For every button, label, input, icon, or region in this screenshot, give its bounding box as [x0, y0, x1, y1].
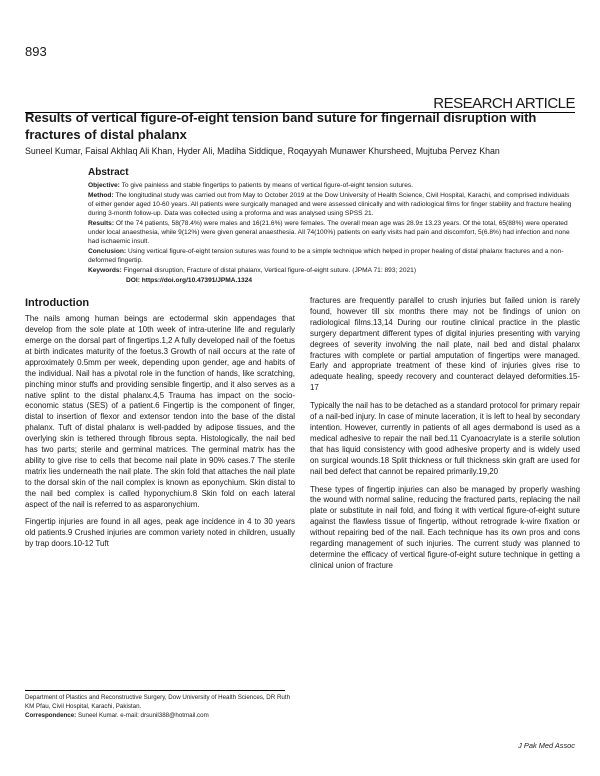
conclusion-label: Conclusion:	[88, 247, 127, 255]
correspondence-line	[25, 712, 295, 721]
body-paragraph: The nails among human beings are ectodermal skin appendages that develop from the sole plate at 10th week of intra-uterine life and regularly emerge on the dorsal part of fingertips.1,2 A fully developed nail of the foetus at birth indicates maturity of the foetus.3 Growth of nail occurs at the rate of approximately 0.5mm per week, depending upon gender, age and habits of the individual. Nail has a pivotal role in the function of hands, like scratching, pinching minor stuffs and providing sensible fingertip, and it also serves as a native splint to the distal phalanx.4,5 Trauma has impact on the socio-economic status (SES) of a patient.6 Fingertip is the component of finger, distal to insertion of flexor and extensor tendon into the base of the distal phalanx. Tuft of distal phalanx is well-padded by adipose tissues, and the overlying skin is tethered through fibrous septa. Histologically, the nail bed has two parts; sterile and germinal matrices. The germinal matrix has the ability to give rise to cells that become nail plate in 90% cases.7 The sterile matrix lies underneath the nail plate. The skin fold that attaches the nail plate to the dorsal skin of the nail complex is known as eponychium. Skin distal to the nail bed complex is called hyponychium.8 Skin fold on each lateral aspect of the nail is referred to as asparonychium.	[25, 314, 295, 509]
correspondence-label: Correspondence:	[25, 711, 77, 719]
method-text: The longitudinal study was carried out from May to October 2019 at the Dow University of Health Science, Civil Hospital, Karachi, and comprised individuals of either gender aged 10-60 years. All patients were surgically managed and were assessed clinically and with radiological films for finger stability and fracture healing during 3-month follow-up. Data was collected using a proforma and was analysed using SPSS 21.	[88, 191, 572, 217]
body-paragraph: These types of fingertip injuries can also be managed by properly washing the wound with normal saline, reducing the fractured parts, replacing the nail plate or substitute in nail fold, and fixing it with vertical figure-of-eight suture against the flawless tissue of fingertip, without retrograde k-wire fixation or without repairing bed of the nail. Each technique has its own pros and cons regarding management of such injuries. The current study was planned to determine the efficacy of vertical figure-of-eight suture technique in getting a clinical union of fracture	[310, 484, 580, 570]
method-label: Method:	[88, 191, 114, 199]
correspondence-text: Suneel Kumar. e-mail: drsunil388@hotmail.com	[77, 711, 209, 719]
body-paragraph: fractures are frequently parallel to crush injuries but failed union is rarely found, however till six months there may not be findings of union on radiological films.13,14 During our routine clinical practice in the plastic surgery department different types of digital injuries presenting with varying degrees of severity involving the nail plate, nail bed and distal phalanx fractures with complete or partial amputation of fingertips were managed. Early and appropriate treatment of these kind of injuries gives rise to adequate healing, speedy recovery and counteract delayed deformities.15-17	[310, 296, 580, 393]
abstract-objective	[88, 181, 575, 190]
journal-name: J Pak Med Assoc	[518, 741, 575, 750]
conclusion-text: Using vertical figure-of-eight tension sutures was found to be a simple technique which helped in proper healing of distal phalanx fractures and a non-deformed fingertip.	[88, 247, 564, 264]
abstract	[88, 166, 575, 285]
results-label: Results:	[88, 219, 115, 227]
introduction-heading: Introduction	[25, 297, 90, 309]
keywords-label: Keywords:	[88, 266, 122, 274]
abstract-heading: Abstract	[88, 167, 129, 178]
page-number: 893	[25, 44, 47, 59]
objective-label: Objective:	[88, 181, 120, 189]
keywords-text: Fingernail disruption, Fracture of distal phalanx, Vertical figure-of-eight suture. (JPMA 71: 893; 2021)	[123, 266, 417, 274]
affiliation-text: Department of Plastics and Reconstructive Surgery, Dow University of Health Sciences, DR Ruth KM Pfau, Civil Hospital, Karachi, Pakistan.	[25, 694, 291, 710]
affiliation-footnote	[25, 690, 295, 721]
abstract-method	[88, 191, 575, 218]
right-column	[310, 296, 580, 579]
abstract-keywords	[88, 266, 575, 275]
doi-link[interactable]: DOI: https://doi.org/10.47391/JPMA.1324	[126, 277, 253, 284]
body-paragraph: Typically the nail has to be detached as a standard protocol for primary repair of a nail-bed injury. In case of minute laceration, it is left to heal by secondary intention. However, currently in patients of all ages dermabond is used as a medical adhesive to repair the nail bed.11 Cyanoacrylate is a sterile solution that has liquid consistency with good adhesive property and is widely used on surgical wounds.18 Split thickness or full thickness skin graft are used for nail bed defect that cannot be repaired primarily.19,20	[310, 401, 580, 476]
results-text: Of the 74 patients, 58(78.4%) were males and 16(21.6%) were females. The overall mean age was 28.9± 13.23 years. Of the total, 65(88%) were operated under local anaesthesia, while 9(12%) were given general anaesthesia. All 74(100%) patients on early visits had pain and discomfort, 5(6.8%) had infection and none had ischaemic insult.	[88, 219, 570, 245]
author-list: Suneel Kumar, Faisal Akhlaq Ali Khan, Hyder Ali, Madiha Siddique, Roqayyah Munawer Khursheed, Mujtuba Pervez Khan	[25, 146, 500, 156]
objective-text: To give painless and stable fingertips to patients by means of vertical figure-of-eight tension sutures.	[121, 181, 413, 189]
left-column	[25, 296, 295, 557]
article-title: Results of vertical figure-of-eight tension band suture for fingernail disruption with fractures of distal phalanx	[25, 110, 537, 142]
abstract-results	[88, 219, 575, 246]
article-type-label: RESEARCH ARTICLE	[433, 95, 575, 112]
footnote-rule	[25, 690, 285, 691]
body-paragraph: Fingertip injuries are found in all ages, peak age incidence in 4 to 30 years old patients.9 Crushed injuries are common variety noted in children, usually by trap doors.10-12 Tuft	[25, 517, 295, 549]
abstract-conclusion	[88, 247, 575, 265]
